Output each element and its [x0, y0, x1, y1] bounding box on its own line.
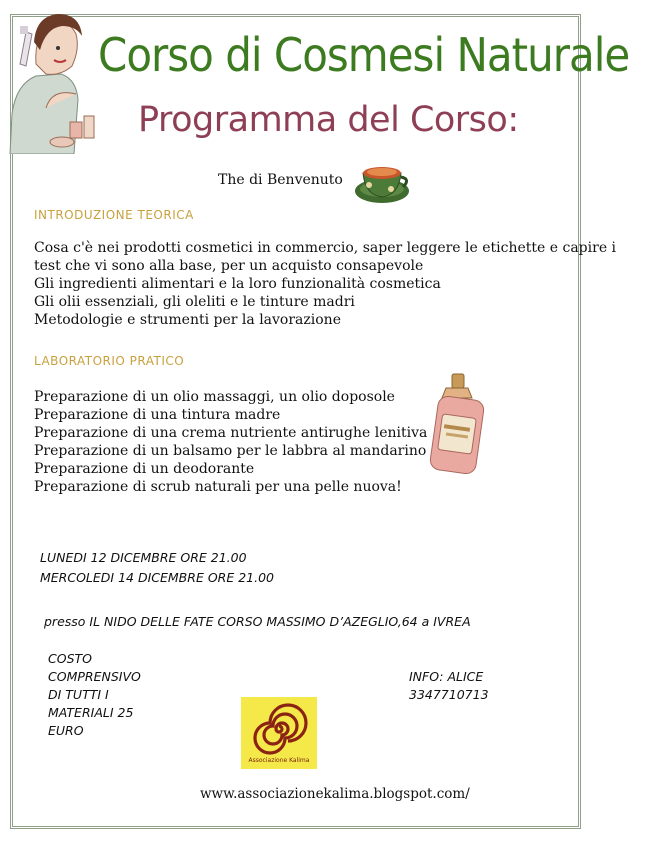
info-phone: 3347710713 [409, 687, 489, 702]
lotion-bottle-illustration [428, 372, 486, 476]
theory-line: test che vi sono alla base, per un acquisto consapevole [34, 258, 424, 274]
main-title: Corso di Cosmesi Naturale [98, 28, 630, 82]
theory-line: Cosa c'è nei prodotti cosmetici in commercio, saper leggere le etichette e capire i [34, 240, 617, 256]
date-line: MERCOLEDI 14 DICEMBRE ORE 21.00 [40, 570, 274, 585]
lab-heading: LABORATORIO PRATICO [34, 354, 185, 368]
info-contact: INFO: ALICE [409, 669, 484, 684]
info-block [409, 668, 489, 704]
theory-heading: INTRODUZIONE TEORICA [34, 208, 194, 222]
cost-line: COSTO [48, 651, 92, 666]
theory-line: Gli ingredienti alimentari e la loro funzionalità cosmetica [34, 276, 441, 292]
lab-line: Preparazione di un deodorante [34, 461, 255, 477]
lab-line: Preparazione di scrub naturali per una pelle nuova! [34, 479, 402, 495]
theory-line: Gli olii essenziali, gli oleliti e le tinture madri [34, 294, 355, 310]
cost-line: COMPRENSIVO [48, 669, 141, 684]
date-line: LUNEDI 12 DICEMBRE ORE 21.00 [40, 550, 247, 565]
lab-line: Preparazione di una tintura madre [34, 407, 281, 423]
lab-line: Preparazione di un olio massaggi, un olio doposole [34, 389, 395, 405]
vintage-woman-illustration [6, 4, 98, 154]
lab-list [34, 388, 427, 496]
program-subtitle: Programma del Corso: [138, 100, 519, 140]
blog-url: www.associazionekalima.blogspot.com/ [200, 786, 470, 802]
venue-text: presso IL NIDO DELLE FATE CORSO MASSIMO D’AZEGLIO,64 a IVREA [44, 614, 471, 629]
theory-list [34, 239, 616, 329]
theory-line: Metodologie e strumenti per la lavorazione [34, 312, 341, 328]
lab-line: Preparazione di un balsamo per le labbra al mandarino [34, 443, 427, 459]
logo-label: Associazione Kalima [248, 757, 310, 764]
cost-line: DI TUTTI I [48, 687, 109, 702]
cost-block [48, 650, 141, 740]
tea-cup-illustration [353, 155, 411, 207]
spiral-logo-icon [241, 699, 317, 759]
kalima-logo [241, 697, 317, 769]
lab-line: Preparazione di una crema nutriente antirughe lenitiva [34, 425, 428, 441]
cost-line: MATERIALI 25 [48, 705, 134, 720]
welcome-text: The di Benvenuto [218, 172, 343, 188]
cost-line: EURO [48, 723, 84, 738]
